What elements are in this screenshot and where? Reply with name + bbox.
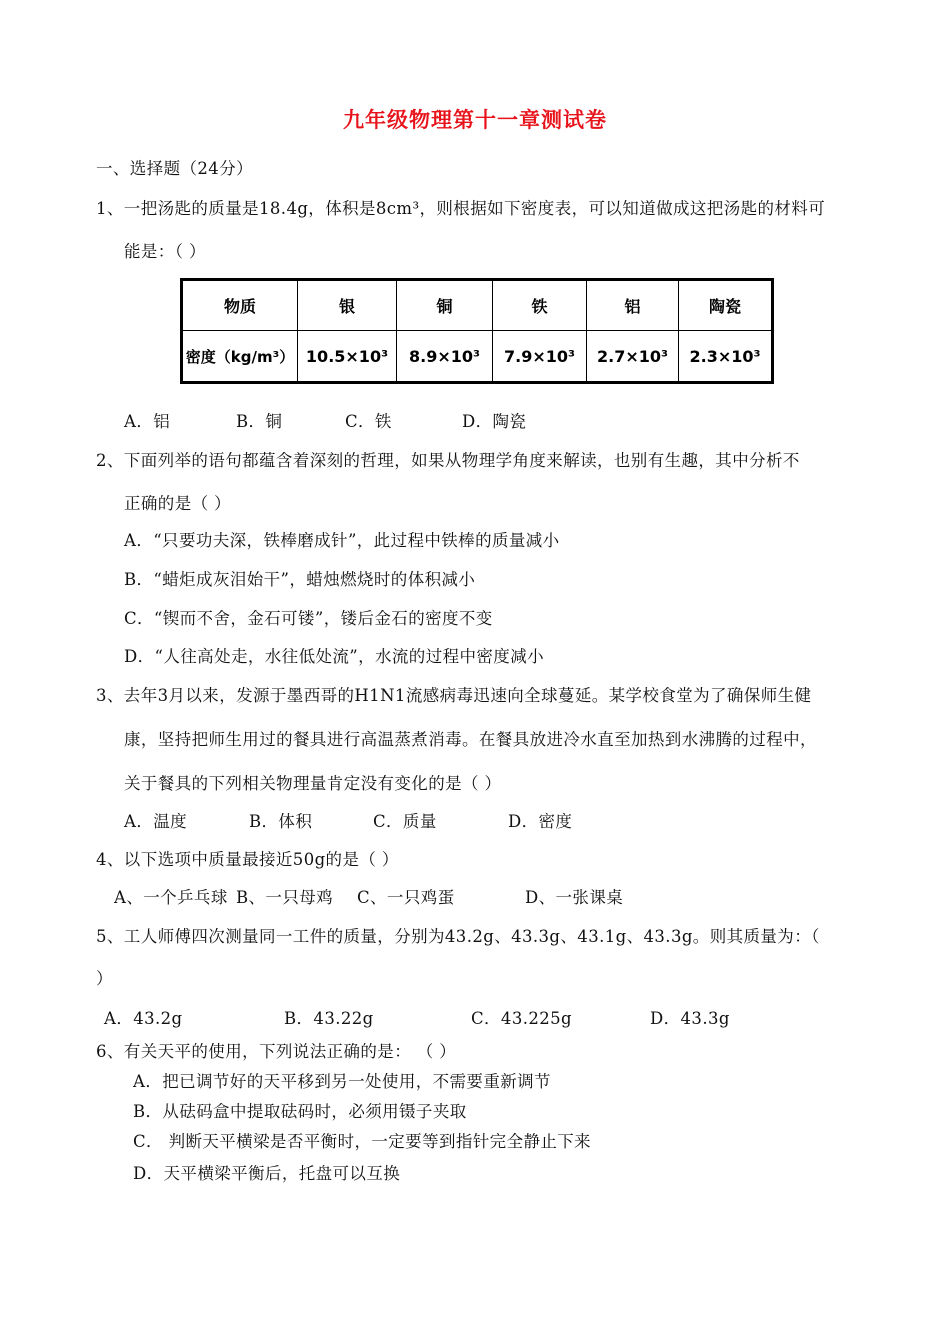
- table-cell: 2.3×10³: [679, 331, 773, 383]
- option-b: B．从砝码盒中提取砝码时，必须用镊子夹取: [133, 1102, 467, 1121]
- question-2-text-cont: 正确的是（ ）: [124, 494, 232, 513]
- density-table: [180, 278, 774, 384]
- page-title: 九年级物理第十一章测试卷: [343, 108, 607, 132]
- option-d: D．陶瓷: [462, 412, 527, 431]
- table-header-cell: 陶瓷: [679, 280, 773, 331]
- option-d: D．天平横梁平衡后，托盘可以互换: [133, 1164, 401, 1183]
- option-c: C．“锲而不舍，金石可镂”，镂后金石的密度不变: [124, 609, 493, 628]
- option-c: C、一只鸡蛋: [357, 888, 455, 907]
- option-b: B．体积: [249, 812, 313, 831]
- table-header-cell: 铜: [397, 280, 493, 331]
- table-cell: 8.9×10³: [397, 331, 493, 383]
- table-header-cell: 铁: [493, 280, 587, 331]
- table-header-cell: 银: [298, 280, 397, 331]
- option-b: B．43.22g: [284, 1009, 374, 1028]
- option-b: B、一只母鸡: [236, 888, 334, 907]
- option-d: D．43.3g: [650, 1009, 730, 1028]
- question-5-text: 5、工人师傅四次测量同一工件的质量，分别为43.2g、43.3g、43.1g、43.3g。则其质量为：（: [96, 927, 820, 946]
- question-3-text: 3、去年3月以来，发源于墨西哥的H1N1流感病毒迅速向全球蔓延。某学校食堂为了确保师生健: [96, 686, 812, 705]
- option-a: A．“只要功夫深，铁棒磨成针”，此过程中铁棒的质量减小: [124, 531, 560, 550]
- option-a: A．把已调节好的天平移到另一处使用，不需要重新调节: [133, 1072, 551, 1091]
- option-c: C．铁: [345, 412, 392, 431]
- question-2-text: 2、下面列举的语句都蕴含着深刻的哲理，如果从物理学角度来解读，也别有生趣，其中分析不: [96, 451, 800, 470]
- option-c: C． 判断天平横梁是否平衡时，一定要等到指针完全静止下来: [133, 1132, 592, 1151]
- option-b: B．铜: [236, 412, 283, 431]
- option-b: B．“蜡炬成灰泪始干”，蜡烛燃烧时的体积减小: [124, 570, 476, 589]
- table-cell: 7.9×10³: [493, 331, 587, 383]
- table-cell: 2.7×10³: [587, 331, 679, 383]
- table-header-cell: 物质: [182, 280, 298, 331]
- option-a: A．43.2g: [104, 1009, 183, 1028]
- option-d: D．“人往高处走，水往低处流”，水流的过程中密度减小: [124, 647, 544, 666]
- question-4-text: 4、以下选项中质量最接近50g的是（ ）: [96, 850, 399, 869]
- question-3-text-cont: 关于餐具的下列相关物理量肯定没有变化的是（ ）: [124, 774, 502, 793]
- table-header-cell: 铝: [587, 280, 679, 331]
- question-5-text-cont: ）: [96, 969, 113, 988]
- option-d: D．密度: [508, 812, 573, 831]
- question-6-text: 6、有关天平的使用，下列说法正确的是： （ ）: [96, 1042, 457, 1061]
- table-cell: 10.5×10³: [298, 331, 397, 383]
- option-c: C．43.225g: [471, 1009, 573, 1028]
- table-header-row: [182, 280, 773, 331]
- section-heading: 一、选择题（24分）: [96, 159, 253, 178]
- option-a: A、一个乒乓球: [114, 888, 228, 907]
- question-3-text-cont: 康，坚持把师生用过的餐具进行高温蒸煮消毒。在餐具放进冷水直至加热到水沸腾的过程中，: [124, 730, 817, 749]
- option-a: A．铝: [124, 412, 171, 431]
- option-d: D、一张课桌: [525, 888, 624, 907]
- question-1-text: 1、一把汤匙的质量是18.4g，体积是8cm³，则根据如下密度表，可以知道做成这把汤匙的材料可: [96, 199, 826, 218]
- option-c: C．质量: [373, 812, 437, 831]
- option-a: A．温度: [124, 812, 188, 831]
- table-row-label: 密度（kg/m³）: [182, 331, 298, 383]
- question-1-text-cont: 能是：（ ）: [124, 242, 206, 261]
- table-row: [182, 331, 773, 383]
